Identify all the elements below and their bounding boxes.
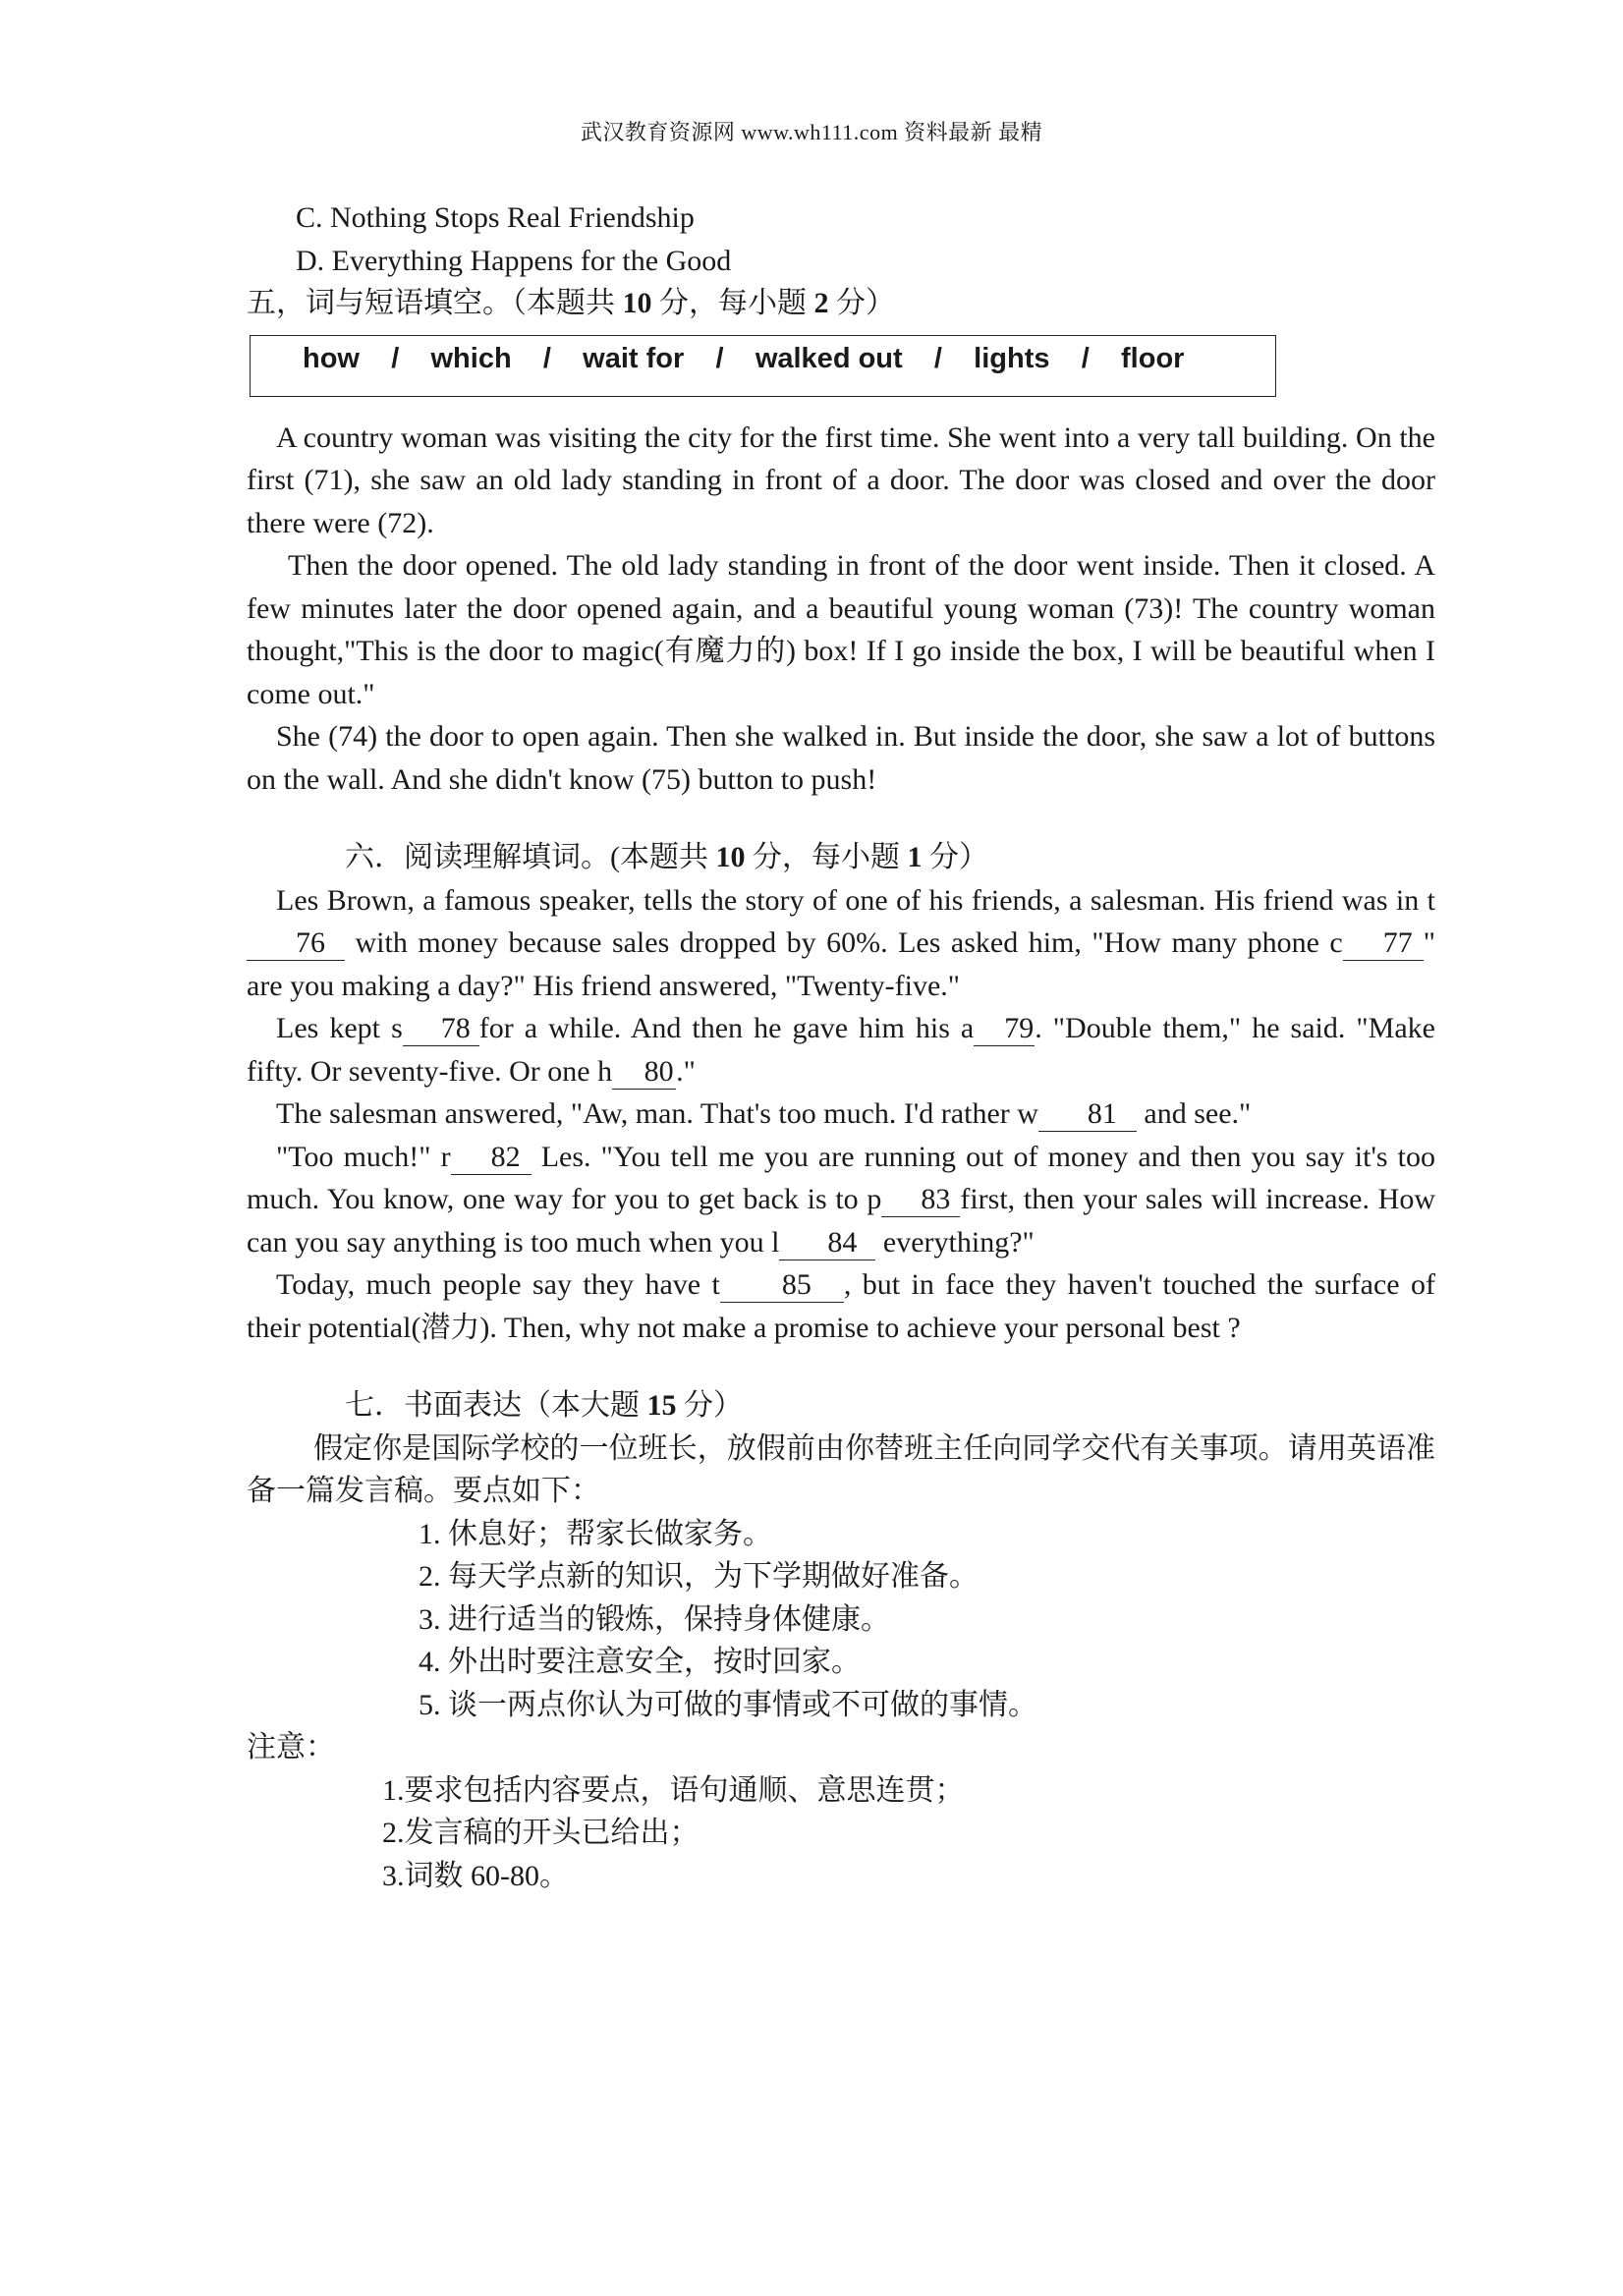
section6-title-suffix: 分） — [922, 841, 988, 873]
blank-81: 81 — [1038, 1097, 1137, 1132]
section6-paragraph-1 — [247, 879, 1435, 1008]
text-run: ." — [676, 1054, 696, 1088]
blank-77: 77 — [1343, 926, 1424, 961]
section7-title-score: 15 — [646, 1389, 677, 1422]
section5-paragraph-1: A country woman was visiting the city for the first time. She went into a very tall building. On the first (71), she saw an old lady standing in front of a door. The door was closed and over the door there were (72). — [247, 420, 1435, 539]
section5-title-score: 10 — [622, 287, 652, 319]
blank-82: 82 — [451, 1141, 532, 1175]
section5-paragraph-2: Then the door opened. The old lady standing in front of the door went inside. Then it closed. A few minutes later the door opened again, and a beautiful young woman (73)! The country woman thought,"This is the door to magic(有魔力的) box! If I go inside the box, I will be beautiful when I come out." — [247, 549, 1435, 710]
document-content — [247, 196, 1435, 1897]
text-run: "Too much!" r — [276, 1140, 451, 1173]
blank-83: 83 — [881, 1183, 960, 1217]
section5-title-per-item: 2 — [813, 287, 829, 319]
option-c: C. Nothing Stops Real Friendship — [296, 201, 695, 234]
section5-title — [247, 282, 1435, 325]
writing-point-1: 1. 休息好；帮家长做家务。 — [419, 1517, 772, 1550]
option-d: D. Everything Happens for the Good — [296, 244, 732, 277]
blank-85: 85 — [720, 1268, 844, 1303]
writing-task-intro: 假定你是国际学校的一位班长，放假前由你替班主任向同学交代有关事项。请用英语准备一篇发言稿。要点如下： — [247, 1431, 1435, 1507]
section5-paragraph-3: She (74) the door to open again. Then she walked in. But inside the door, she saw a lot of buttons on the wall. And she didn't know (75) button to push! — [247, 720, 1435, 796]
section5-title-suffix: 分） — [828, 287, 895, 319]
writing-point-4: 4. 外出时要注意安全，按时回家。 — [419, 1646, 861, 1678]
section6-title — [247, 836, 1435, 879]
text-run: " are you making a day?" His friend answered, "Twenty-five." — [247, 926, 1435, 1002]
page-header: 武汉教育资源网 www.wh111.com 资料最新 最精 — [580, 120, 1043, 144]
text-run: everything?" — [875, 1225, 1035, 1259]
section7-title-suffix: 分） — [676, 1389, 743, 1422]
section6-title-mid: 分，每小题 — [745, 841, 908, 873]
text-run: . "Double them," he said. "Make fifty. Or seventy-five. Or one h — [247, 1012, 1435, 1088]
blank-76: 76 — [247, 926, 345, 961]
writing-point-3: 3. 进行适当的锻炼，保持身体健康。 — [419, 1602, 890, 1636]
note-item-3: 3.词数 60-80。 — [382, 1859, 569, 1892]
note-label: 注意： — [247, 1731, 335, 1764]
section6-paragraph-2 — [247, 1007, 1435, 1092]
section6-title-prefix: 六．阅读理解填词。(本题共 — [345, 841, 716, 873]
text-run: , but in face they haven't touched the surface of their potential(潜力). Then, why not make a promise to achieve your personal best ? — [247, 1268, 1435, 1344]
text-run: Les kept s — [276, 1012, 403, 1044]
section6-title-per-item: 1 — [907, 841, 923, 873]
section6-title-score: 10 — [715, 841, 746, 873]
writing-point-5: 5. 谈一两点你认为可做的事情或不可做的事情。 — [419, 1688, 1037, 1721]
section5-title-prefix: 五，词与短语填空。（本题共 — [247, 287, 623, 319]
blank-80: 80 — [612, 1055, 676, 1090]
note-item-1: 1.要求包括内容要点，语句通顺、意思连贯； — [382, 1773, 965, 1807]
note-item-2: 2.发言稿的开头已给出； — [382, 1817, 700, 1849]
section7-title — [247, 1384, 1435, 1428]
section6-paragraph-4 — [247, 1136, 1435, 1264]
section7-title-prefix: 七．书面表达（本大题 — [345, 1389, 647, 1422]
word-bank-box: how / which / wait for / walked out / lights / floor — [250, 335, 1276, 397]
blank-84: 84 — [779, 1226, 875, 1260]
text-run: with money because sales dropped by 60%. Les asked him, "How many phone c — [345, 926, 1343, 959]
writing-point-2: 2. 每天学点新的知识，为下学期做好准备。 — [419, 1560, 979, 1593]
blank-79: 79 — [974, 1012, 1035, 1046]
text-run: for a while. And then he gave him his a — [478, 1012, 975, 1044]
text-run: The salesman answered, "Aw, man. That's too much. I'd rather w — [276, 1097, 1038, 1130]
blank-78: 78 — [403, 1012, 479, 1046]
text-run: and see." — [1136, 1097, 1252, 1130]
text-run: first, then your sales will increase. How can you say anything is too much when you l — [247, 1183, 1436, 1259]
section6-paragraph-3 — [247, 1092, 1435, 1136]
text-run: Les Brown, a famous speaker, tells the story of one of his friends, a salesman. His friend was in t — [276, 883, 1435, 917]
section6-paragraph-5 — [247, 1263, 1435, 1349]
section5-title-mid: 分，每小题 — [651, 287, 814, 319]
text-run: Les. "You tell me you are running out of money and then you say it's too much. You know, one way for you to get back is to p — [247, 1140, 1435, 1215]
text-run: Today, much people say they have t — [276, 1268, 720, 1301]
